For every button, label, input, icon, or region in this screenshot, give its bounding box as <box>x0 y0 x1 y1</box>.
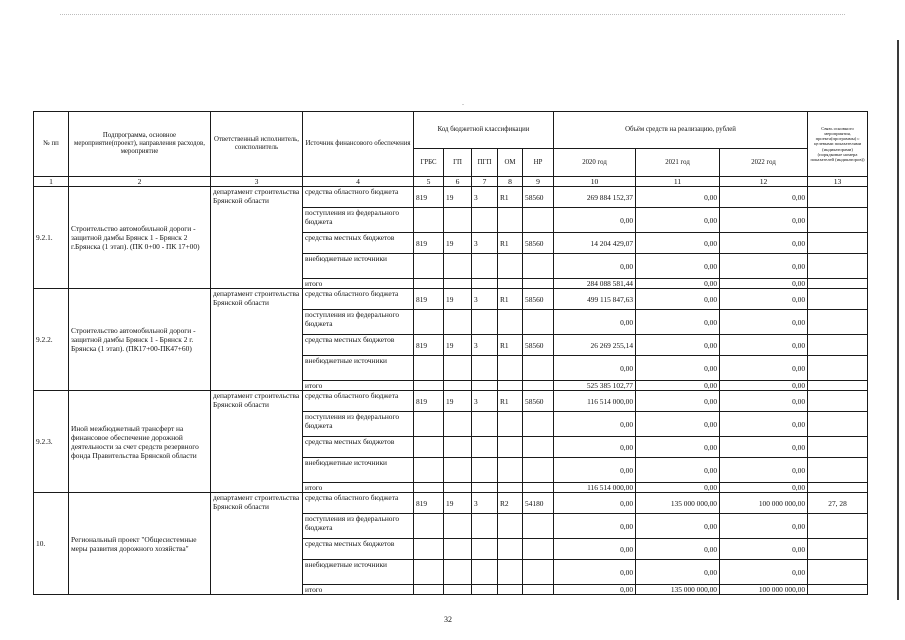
code-om <box>498 585 523 595</box>
code-nr <box>523 279 554 289</box>
source-label: средства областного бюджета <box>303 289 414 310</box>
header-source: Источник финансового обеспечения <box>303 112 414 177</box>
code-grbs: 819 <box>414 289 444 310</box>
code-grbs <box>414 279 444 289</box>
amount-2022: 0,00 <box>720 560 808 585</box>
code-om <box>498 208 523 233</box>
code-gp: 19 <box>444 391 472 412</box>
header-nr: НР <box>523 149 554 177</box>
amount-2020: 284 088 581,44 <box>554 279 636 289</box>
amount-2020: 0,00 <box>554 254 636 279</box>
column-number: 3 <box>211 177 303 187</box>
item-number: 9.2.3. <box>34 391 69 493</box>
code-pgp <box>472 585 498 595</box>
indicator-link <box>808 539 868 560</box>
code-gp: 19 <box>444 335 472 356</box>
code-pgp <box>472 279 498 289</box>
code-grbs <box>414 208 444 233</box>
code-grbs <box>414 310 444 335</box>
column-number: 10 <box>554 177 636 187</box>
amount-2021: 0,00 <box>636 381 720 391</box>
amount-2020: 0,00 <box>554 412 636 437</box>
code-om <box>498 437 523 458</box>
indicator-link <box>808 356 868 381</box>
amount-2020: 0,00 <box>554 560 636 585</box>
amount-2022: 0,00 <box>720 254 808 279</box>
indicator-link <box>808 335 868 356</box>
source-label: поступления из федерального бюджета <box>303 310 414 335</box>
source-label: средства местных бюджетов <box>303 539 414 560</box>
code-pgp: 3 <box>472 493 498 514</box>
code-nr <box>523 539 554 560</box>
column-number: 6 <box>444 177 472 187</box>
code-om <box>498 412 523 437</box>
code-pgp <box>472 458 498 483</box>
amount-2022: 0,00 <box>720 335 808 356</box>
code-grbs <box>414 356 444 381</box>
amount-2021: 0,00 <box>636 208 720 233</box>
amount-2020: 116 514 000,00 <box>554 391 636 412</box>
code-gp <box>444 458 472 483</box>
code-pgp <box>472 208 498 233</box>
scan-noise <box>60 14 845 19</box>
amount-2020: 0,00 <box>554 356 636 381</box>
amount-2021: 135 000 000,00 <box>636 585 720 595</box>
header-2020: 2020 год <box>554 149 636 177</box>
budget-table <box>33 111 868 595</box>
code-grbs <box>414 585 444 595</box>
code-om: R1 <box>498 391 523 412</box>
amount-2021: 0,00 <box>636 254 720 279</box>
header-grbs: ГРБС <box>414 149 444 177</box>
amount-2022: 0,00 <box>720 437 808 458</box>
item-name: Строительство автомобильной дороги - защитной дамбы Брянск 1 - Брянск 2 г. Брянска (1 этап). (ПК17+00-ПК47+60) <box>69 289 211 391</box>
item-number: 9.2.2. <box>34 289 69 391</box>
code-nr: 58560 <box>523 233 554 254</box>
indicator-link: 27, 28 <box>808 493 868 514</box>
code-gp <box>444 585 472 595</box>
amount-2022: 0,00 <box>720 539 808 560</box>
code-om: R1 <box>498 233 523 254</box>
code-pgp <box>472 514 498 539</box>
item-name: Региональный проект "Общесистемные меры развития дорожного хозяйства" <box>69 493 211 595</box>
source-label: средства областного бюджета <box>303 187 414 208</box>
code-pgp <box>472 560 498 585</box>
code-grbs <box>414 412 444 437</box>
header-om: ОМ <box>498 149 523 177</box>
amount-2022: 100 000 000,00 <box>720 493 808 514</box>
item-number: 9.2.1. <box>34 187 69 289</box>
table-header <box>34 112 868 187</box>
code-nr <box>523 585 554 595</box>
item-name: Строительство автомобильной дороги - защитной дамбы Брянск 1 - Брянск 2 г.Брянска (1 этап). (ПК 0+00 - ПК 17+00) <box>69 187 211 289</box>
amount-2021: 0,00 <box>636 458 720 483</box>
indicator-link <box>808 187 868 208</box>
code-pgp: 3 <box>472 187 498 208</box>
header-program: Подпрограмма, основное мероприятие(проект), направления расходов, мероприятие <box>69 112 211 177</box>
code-gp <box>444 560 472 585</box>
code-gp: 19 <box>444 187 472 208</box>
code-om: R1 <box>498 187 523 208</box>
indicator-link <box>808 289 868 310</box>
code-grbs: 819 <box>414 233 444 254</box>
code-pgp <box>472 539 498 560</box>
amount-2021: 0,00 <box>636 391 720 412</box>
code-gp <box>444 483 472 493</box>
source-label: поступления из федерального бюджета <box>303 208 414 233</box>
amount-2020: 0,00 <box>554 310 636 335</box>
indicator-link <box>808 412 868 437</box>
code-nr <box>523 208 554 233</box>
item-executor: департамент строительства Брянской области <box>211 289 303 391</box>
indicator-link <box>808 458 868 483</box>
amount-2020: 26 269 255,14 <box>554 335 636 356</box>
amount-2021: 0,00 <box>636 279 720 289</box>
code-grbs <box>414 458 444 483</box>
indicator-link <box>808 437 868 458</box>
code-nr: 58560 <box>523 391 554 412</box>
code-nr <box>523 514 554 539</box>
header-volume: Объём средств на реализацию, рублей <box>554 112 808 149</box>
amount-2021: 0,00 <box>636 335 720 356</box>
code-pgp <box>472 254 498 279</box>
code-nr <box>523 483 554 493</box>
code-gp: 19 <box>444 233 472 254</box>
column-number: 13 <box>808 177 868 187</box>
row-regional-budget <box>34 391 868 412</box>
amount-2021: 0,00 <box>636 187 720 208</box>
code-om <box>498 514 523 539</box>
column-number: 7 <box>472 177 498 187</box>
column-number: 5 <box>414 177 444 187</box>
code-pgp <box>472 356 498 381</box>
code-om: R2 <box>498 493 523 514</box>
source-label: средства областного бюджета <box>303 391 414 412</box>
indicator-link <box>808 310 868 335</box>
page-number: 32 <box>444 615 452 624</box>
code-nr <box>523 356 554 381</box>
amount-2020: 0,00 <box>554 493 636 514</box>
code-nr <box>523 381 554 391</box>
amount-2020: 0,00 <box>554 585 636 595</box>
column-number: 8 <box>498 177 523 187</box>
amount-2022: 0,00 <box>720 289 808 310</box>
amount-2021: 0,00 <box>636 289 720 310</box>
source-label: поступления из федерального бюджета <box>303 412 414 437</box>
header-executor: Ответственный исполнитель, соисполнитель <box>211 112 303 177</box>
source-label: итого <box>303 279 414 289</box>
code-gp <box>444 381 472 391</box>
amount-2020: 525 385 102,77 <box>554 381 636 391</box>
amount-2022: 0,00 <box>720 391 808 412</box>
amount-2021: 0,00 <box>636 356 720 381</box>
source-label: средства местных бюджетов <box>303 233 414 254</box>
code-om <box>498 539 523 560</box>
amount-2020: 0,00 <box>554 514 636 539</box>
code-grbs: 819 <box>414 391 444 412</box>
code-om <box>498 483 523 493</box>
row-regional-budget <box>34 289 868 310</box>
amount-2022: 0,00 <box>720 279 808 289</box>
code-pgp <box>472 310 498 335</box>
code-pgp: 3 <box>472 335 498 356</box>
source-label: средства местных бюджетов <box>303 437 414 458</box>
amount-2020: 0,00 <box>554 437 636 458</box>
code-grbs <box>414 483 444 493</box>
code-om <box>498 254 523 279</box>
indicator-link <box>808 233 868 254</box>
code-gp <box>444 279 472 289</box>
code-pgp <box>472 437 498 458</box>
code-gp <box>444 208 472 233</box>
header-pgp: ПГП <box>472 149 498 177</box>
column-number: 4 <box>303 177 414 187</box>
code-om <box>498 458 523 483</box>
scan-mark: . <box>462 98 464 107</box>
column-number: 12 <box>720 177 808 187</box>
item-executor: департамент строительства Брянской области <box>211 187 303 289</box>
code-om: R1 <box>498 289 523 310</box>
amount-2021: 0,00 <box>636 310 720 335</box>
item-executor: департамент строительства Брянской области <box>211 493 303 595</box>
code-om <box>498 381 523 391</box>
indicator-link <box>808 279 868 289</box>
code-pgp: 3 <box>472 289 498 310</box>
code-nr <box>523 560 554 585</box>
code-gp <box>444 254 472 279</box>
source-label: средства местных бюджетов <box>303 335 414 356</box>
code-om <box>498 356 523 381</box>
indicator-link <box>808 254 868 279</box>
row-regional-budget <box>34 187 868 208</box>
code-pgp <box>472 381 498 391</box>
amount-2021: 0,00 <box>636 437 720 458</box>
indicator-link <box>808 381 868 391</box>
amount-2022: 0,00 <box>720 310 808 335</box>
amount-2021: 135 000 000,00 <box>636 493 720 514</box>
code-grbs <box>414 514 444 539</box>
code-grbs: 819 <box>414 493 444 514</box>
table-body <box>34 187 868 595</box>
code-grbs <box>414 539 444 560</box>
amount-2021: 0,00 <box>636 539 720 560</box>
code-om <box>498 560 523 585</box>
source-label: поступления из федерального бюджета <box>303 514 414 539</box>
amount-2022: 0,00 <box>720 514 808 539</box>
code-gp <box>444 412 472 437</box>
scan-edge-line <box>897 40 899 600</box>
code-nr: 58560 <box>523 187 554 208</box>
column-number: 9 <box>523 177 554 187</box>
code-om <box>498 279 523 289</box>
amount-2022: 0,00 <box>720 187 808 208</box>
code-pgp: 3 <box>472 391 498 412</box>
source-label: итого <box>303 381 414 391</box>
code-gp: 19 <box>444 493 472 514</box>
indicator-link <box>808 585 868 595</box>
source-label: внебюджетные источники <box>303 560 414 585</box>
code-grbs: 819 <box>414 335 444 356</box>
indicator-link <box>808 483 868 493</box>
header-2022: 2022 год <box>720 149 808 177</box>
code-nr <box>523 458 554 483</box>
item-name: Иной межбюджетный трансферт на финансовое обеспечение дорожной деятельности за счет средств резервного фонда Правительства Брянской области <box>69 391 211 493</box>
column-number-row <box>34 177 868 187</box>
source-label: внебюджетные источники <box>303 356 414 381</box>
indicator-link <box>808 391 868 412</box>
amount-2022: 0,00 <box>720 483 808 493</box>
code-om <box>498 310 523 335</box>
amount-2022: 0,00 <box>720 381 808 391</box>
amount-2020: 116 514 000,00 <box>554 483 636 493</box>
code-gp <box>444 539 472 560</box>
code-grbs <box>414 254 444 279</box>
amount-2020: 14 204 429,07 <box>554 233 636 254</box>
header-2021: 2021 год <box>636 149 720 177</box>
code-pgp <box>472 412 498 437</box>
column-number: 11 <box>636 177 720 187</box>
source-label: итого <box>303 585 414 595</box>
indicator-link <box>808 208 868 233</box>
code-grbs <box>414 560 444 585</box>
code-nr <box>523 412 554 437</box>
code-gp: 19 <box>444 289 472 310</box>
column-number: 1 <box>34 177 69 187</box>
code-om: R1 <box>498 335 523 356</box>
source-label: внебюджетные источники <box>303 458 414 483</box>
code-nr <box>523 310 554 335</box>
source-label: средства областного бюджета <box>303 493 414 514</box>
header-num: № пп <box>34 112 69 177</box>
item-number: 10. <box>34 493 69 595</box>
code-nr: 58560 <box>523 335 554 356</box>
amount-2020: 499 115 847,63 <box>554 289 636 310</box>
code-grbs <box>414 381 444 391</box>
amount-2022: 0,00 <box>720 233 808 254</box>
amount-2022: 0,00 <box>720 208 808 233</box>
item-executor: департамент строительства Брянской области <box>211 391 303 493</box>
code-nr: 54180 <box>523 493 554 514</box>
row-regional-budget <box>34 493 868 514</box>
amount-2020: 0,00 <box>554 539 636 560</box>
code-pgp <box>472 483 498 493</box>
amount-2020: 269 884 152,37 <box>554 187 636 208</box>
code-nr: 58560 <box>523 289 554 310</box>
code-grbs: 819 <box>414 187 444 208</box>
amount-2020: 0,00 <box>554 208 636 233</box>
amount-2022: 100 000 000,00 <box>720 585 808 595</box>
code-gp <box>444 514 472 539</box>
amount-2021: 0,00 <box>636 233 720 254</box>
header-gp: ГП <box>444 149 472 177</box>
amount-2021: 0,00 <box>636 412 720 437</box>
header-budget-code: Код бюджетной классификации <box>414 112 554 149</box>
amount-2022: 0,00 <box>720 458 808 483</box>
indicator-link <box>808 514 868 539</box>
code-gp <box>444 310 472 335</box>
code-gp <box>444 437 472 458</box>
code-nr <box>523 437 554 458</box>
amount-2021: 0,00 <box>636 514 720 539</box>
indicator-link <box>808 560 868 585</box>
source-label: внебюджетные источники <box>303 254 414 279</box>
code-grbs <box>414 437 444 458</box>
code-pgp: 3 <box>472 233 498 254</box>
amount-2020: 0,00 <box>554 458 636 483</box>
code-nr <box>523 254 554 279</box>
code-gp <box>444 356 472 381</box>
amount-2022: 0,00 <box>720 356 808 381</box>
source-label: итого <box>303 483 414 493</box>
amount-2022: 0,00 <box>720 412 808 437</box>
amount-2021: 0,00 <box>636 483 720 493</box>
amount-2021: 0,00 <box>636 560 720 585</box>
column-number: 2 <box>69 177 211 187</box>
header-link: Связь основного мероприятия, проекта(программы) с целевыми показателями (индикаторами) (порядковые номера показателей (индикаторов)) <box>808 112 868 177</box>
